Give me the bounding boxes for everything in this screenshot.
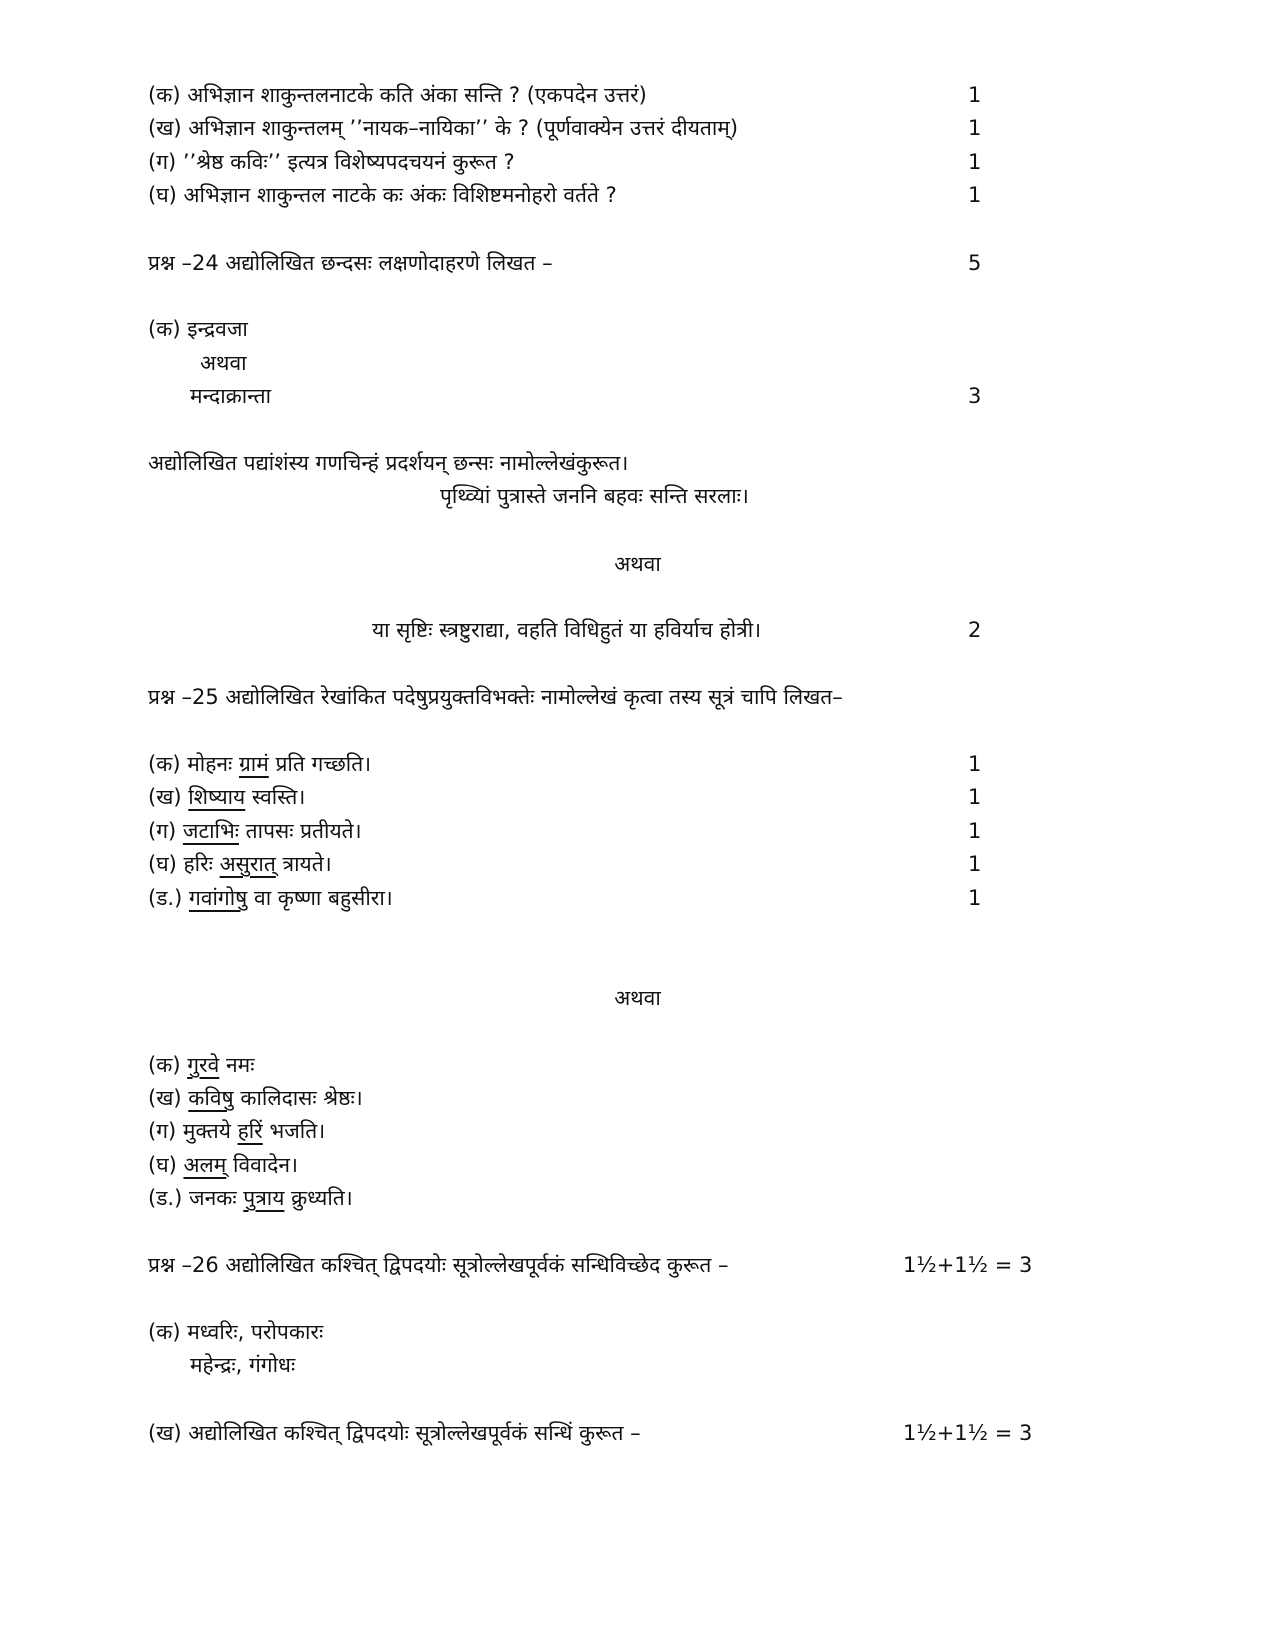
q24-mark: 5 [968,251,982,275]
underlined-word: जटाभिः [182,819,239,843]
q24-athva-divider: अथवा [614,552,661,576]
item-label: (ख) [148,785,182,809]
q23-item-ka-mark: 1 [968,83,982,107]
q25-alt-item-ga [148,1116,325,1146]
item-pre: हरिः [183,852,213,876]
q25-alt-item-nga [148,1183,353,1213]
q25-item-ka [148,749,371,779]
q23-item-ga-mark: 1 [968,150,982,174]
q25-item-ga-mark: 1 [968,819,982,843]
q24-verse1: पृथ्व्यिां पुत्रास्ते जननि बहवः सन्ति सरलाः। [440,484,749,508]
q24-verse2: या सृष्टिः स्त्रष्टुराद्या, वहति विधिहुतं या हविर्याच होत्री। [372,618,762,642]
item-pre: मोहनः [187,752,233,776]
item-post: तापसः प्रतीयते। [245,819,362,843]
q24-gana-instruction: अद्योलिखित पद्यांशंस्य गणचिन्हं प्रदर्शयन् छन्सः नामोल्लेखंकुरूत। [148,451,629,475]
q23-item-gha-mark: 1 [968,183,982,207]
underlined-word: गुरवे [187,1053,220,1077]
item-post: स्वस्ति। [251,785,306,809]
underlined-word: अलम् [183,1153,227,1177]
underlined-word: पुत्राय [243,1186,285,1210]
q26-kha-mark: 1½+1½ = 3 [903,1421,1033,1445]
q25-alt-item-ka [148,1050,254,1080]
q24-athva: अथवा [200,351,247,375]
q24-ka-label: (क) इन्द्रवजा [148,317,248,341]
item-post: कालिदासः श्रेष्ठः। [240,1086,363,1110]
q23-item-ga: (ग) ’’श्रेष्ठ कविः’’ इत्यत्र विशेष्यपदचयनं कुरूत ? [148,150,515,174]
q25-heading: प्रश्न –25 अद्योलिखित रेखांकित पदेषुप्रयुक्तविभक्तेः नामोल्लेखं कृत्वा तस्य सूत्रं चापि लिखत– [148,685,843,709]
item-post: भजति। [269,1119,326,1143]
item-post: त्रायते। [282,852,332,876]
q23-item-ka: (क) अभिज्ञान शाकुन्तलनाटके कति अंका सन्ति ? (एकपदेन उत्तरं) [148,83,647,107]
q25-item-gha [148,849,332,879]
item-post: वा कृष्णा बहुसीरा। [254,886,393,910]
item-post: विवादेन। [233,1153,299,1177]
q24-mandakranta: मन्दाक्रान्ता [190,384,272,408]
q25-item-ka-mark: 1 [968,752,982,776]
q26-ka-line1: (क) मध्वरिः, परोपकारः [148,1320,324,1344]
item-label: (ड.) [148,1186,183,1210]
item-pre: मुक्तये [182,1119,231,1143]
underlined-word: असुरात् [219,852,276,876]
item-label: (घ) [148,852,177,876]
q23-item-gha: (घ) अभिज्ञान शाकुन्तल नाटके कः अंकः विशिष्टमनोहरो वर्तते ? [148,183,617,207]
q23-item-kha: (ख) अभिज्ञान शाकुन्तलम् ’’नायक–नायिका’’ के ? (पूर्णवाक्येन उत्तरं दीयताम्) [148,116,739,140]
item-pre: जनकः [188,1186,237,1210]
q26-kha-heading: (ख) अद्योलिखित कश्चित् द्विपदयोः सूत्रोल्लेखपूर्वकं सन्धिं कुरूत – [148,1421,641,1445]
q25-item-kha [148,782,305,812]
underlined-word: गवांगोषु [188,886,248,910]
q24-heading: प्रश्न –24 अद्योलिखित छन्दसः लक्षणोदाहरणे लिखत – [148,251,553,275]
item-label: (क) [148,752,181,776]
q26-ka-line2: महेन्द्रः, गंगोधः [190,1353,296,1377]
item-post: प्रति गच्छति। [275,752,372,776]
q26-mark: 1½+1½ = 3 [903,1253,1033,1277]
q25-alt-item-gha [148,1150,298,1180]
item-post: क्रुध्यति। [291,1186,353,1210]
item-label: (ड.) [148,886,183,910]
q24-verse2-mark: 2 [968,618,982,642]
item-label: (ग) [148,819,177,843]
underlined-word: हरिं [237,1119,263,1143]
q23-item-kha-mark: 1 [968,116,982,140]
q25-alt-item-kha [148,1083,363,1113]
underlined-word: कविषु [188,1086,234,1110]
q26-heading: प्रश्न –26 अद्योलिखित कश्चित् द्विपदयोः सूत्रोल्लेखपूर्वकं सन्धिविच्छेद कुरूत – [148,1253,729,1277]
q25-item-gha-mark: 1 [968,852,982,876]
underlined-word: ग्रामं [238,752,269,776]
q25-item-kha-mark: 1 [968,785,982,809]
q25-item-nga-mark: 1 [968,886,982,910]
item-label: (ख) [148,1086,182,1110]
item-label: (क) [148,1053,181,1077]
q24-mandakranta-mark: 3 [968,384,982,408]
q25-item-ga [148,816,362,846]
q25-item-nga [148,883,393,913]
underlined-word: शिष्याय [188,785,246,809]
item-label: (घ) [148,1153,177,1177]
q25-athva-divider: अथवा [614,986,661,1010]
item-label: (ग) [148,1119,177,1143]
item-post: नमः [225,1053,255,1077]
